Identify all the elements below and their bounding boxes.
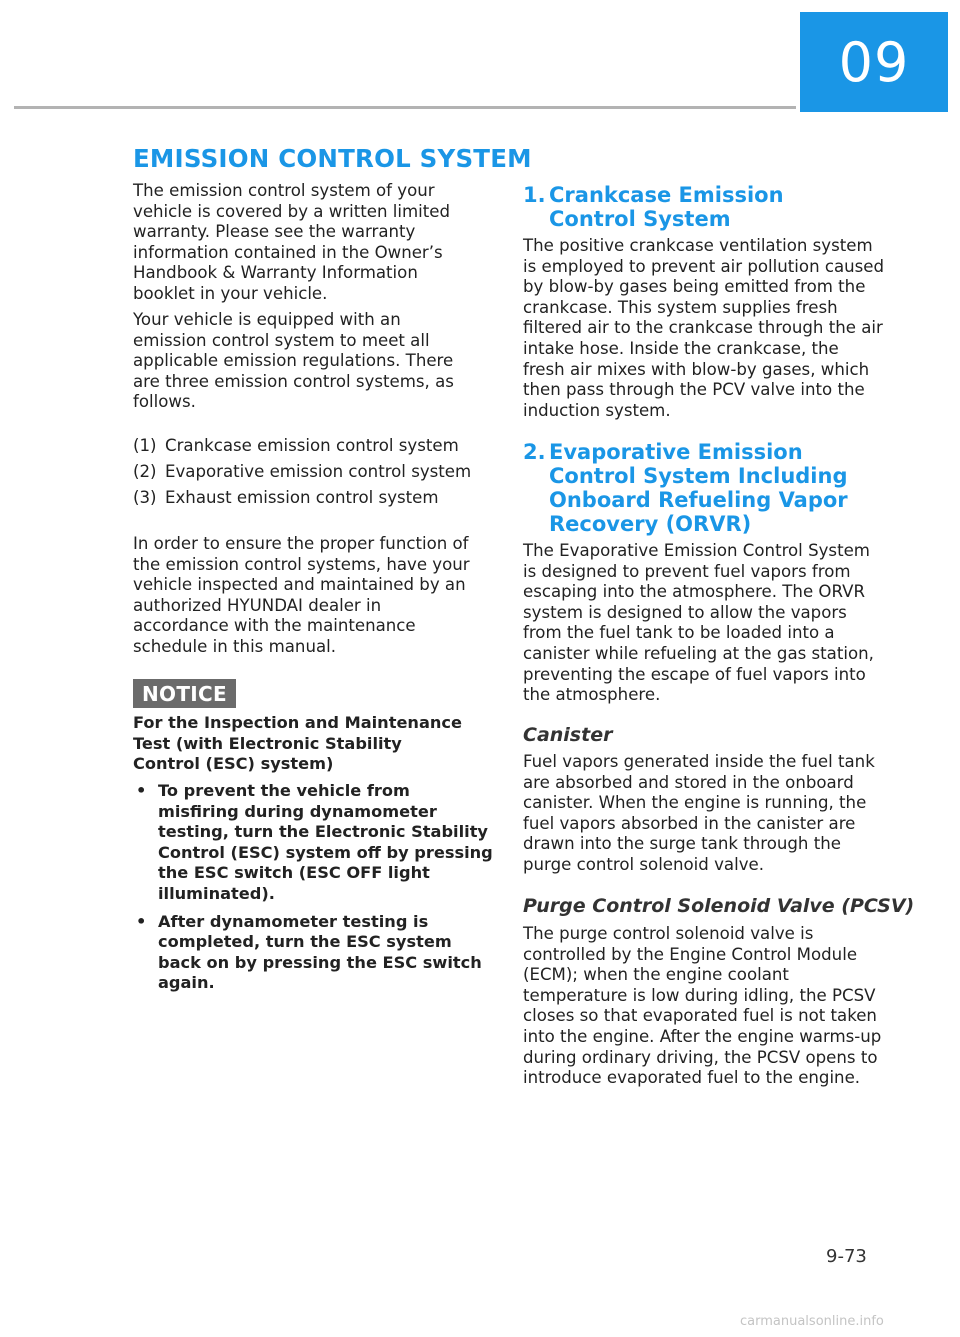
notice-box — [133, 679, 236, 708]
intro-paragraph: The emission control system of your vehicle is covered by a written limited warranty. Please see the warranty information contained in the Owner’s Handbook & Warranty Information booklet in your vehicle. — [133, 181, 451, 303]
evap-paragraph: The Evaporative Emission Control System is designed to prevent fuel vapors from escaping into the atmosphere. The ORVR system is designed to allow the vapors from the fuel tank to be loaded into a canister while refueling at the gas station, preventing the escape of fuel vapors into the atmosphere. — [523, 541, 874, 705]
pcsv-heading: Purge Control Solenoid Valve (PCSV) — [523, 895, 915, 917]
crankcase-paragraph: The positive crankcase ventilation system is employed to prevent air pollution caused by blow-by gases being emitted from the crankcase. This system supplies fresh filtered air to the crankcase through the air intake hose. Inside the crankcase, the fresh air mixes with blow-by gases, which then pass through the PCV valve into the induction system. — [523, 236, 885, 420]
section-title: EMISSION CONTROL SYSTEM — [133, 144, 532, 173]
list-item: (1) Crankcase emission control system — [133, 436, 459, 455]
list-item: (2) Evaporative emission control system — [133, 461, 472, 481]
crankcase-heading: 1. Crankcase Emission Control System — [523, 183, 784, 231]
list-item: • To prevent the vehicle from misfiring during dynamometer testing, turn the Electronic Stability Control (ESC) system off by pressing the ESC switch (ESC OFF light illuminated). — [136, 781, 493, 903]
canister-heading: Canister — [523, 724, 613, 746]
header-rule — [14, 106, 796, 109]
systems-list — [133, 436, 489, 514]
list-item: (3) Exhaust emission control system — [133, 487, 439, 507]
watermark: carmanualsonline.info — [740, 1314, 884, 1329]
pcsv-paragraph: The purge control solenoid valve is controlled by the Engine Control Module (ECM); when the engine coolant temperature is low during idling, the PCSV closes so that evaporated fuel is not taken into the engine. After the engine warms-up during ordinary driving, the PCSV opens to introduce evaporated fuel to the engine. — [523, 924, 882, 1088]
page-number: 9-73 — [826, 1246, 867, 1267]
notice-bullets — [133, 781, 493, 1001]
canister-paragraph: Fuel vapors generated inside the fuel tank are absorbed and stored in the onboard canister. When the engine is running, the fuel vapors absorbed in the canister are drawn into the surge tank through the purge control solenoid valve. — [523, 752, 875, 874]
notice-badge: NOTICE — [133, 679, 236, 708]
notice-heading: For the Inspection and Maintenance Test (with Electronic Stability Control (ESC) system) — [133, 713, 462, 774]
chapter-tab: 09 — [800, 12, 948, 112]
equipment-paragraph: Your vehicle is equipped with an emission control system to meet all applicable emission regulations. There are three emission control systems, as follows. — [133, 310, 454, 412]
maintenance-paragraph: In order to ensure the proper function of the emission control systems, have your vehicle inspected and maintained by an authorized HYUNDAI dealer in accordance with the maintenance schedule in this manual. — [133, 534, 470, 656]
evap-heading: 2. Evaporative Emission Control System Including Onboard Refueling Vapor Recovery (ORVR) — [523, 440, 848, 536]
list-item: • After dynamometer testing is completed, turn the ESC system back on by pressing the ESC switch again. — [136, 911, 482, 993]
